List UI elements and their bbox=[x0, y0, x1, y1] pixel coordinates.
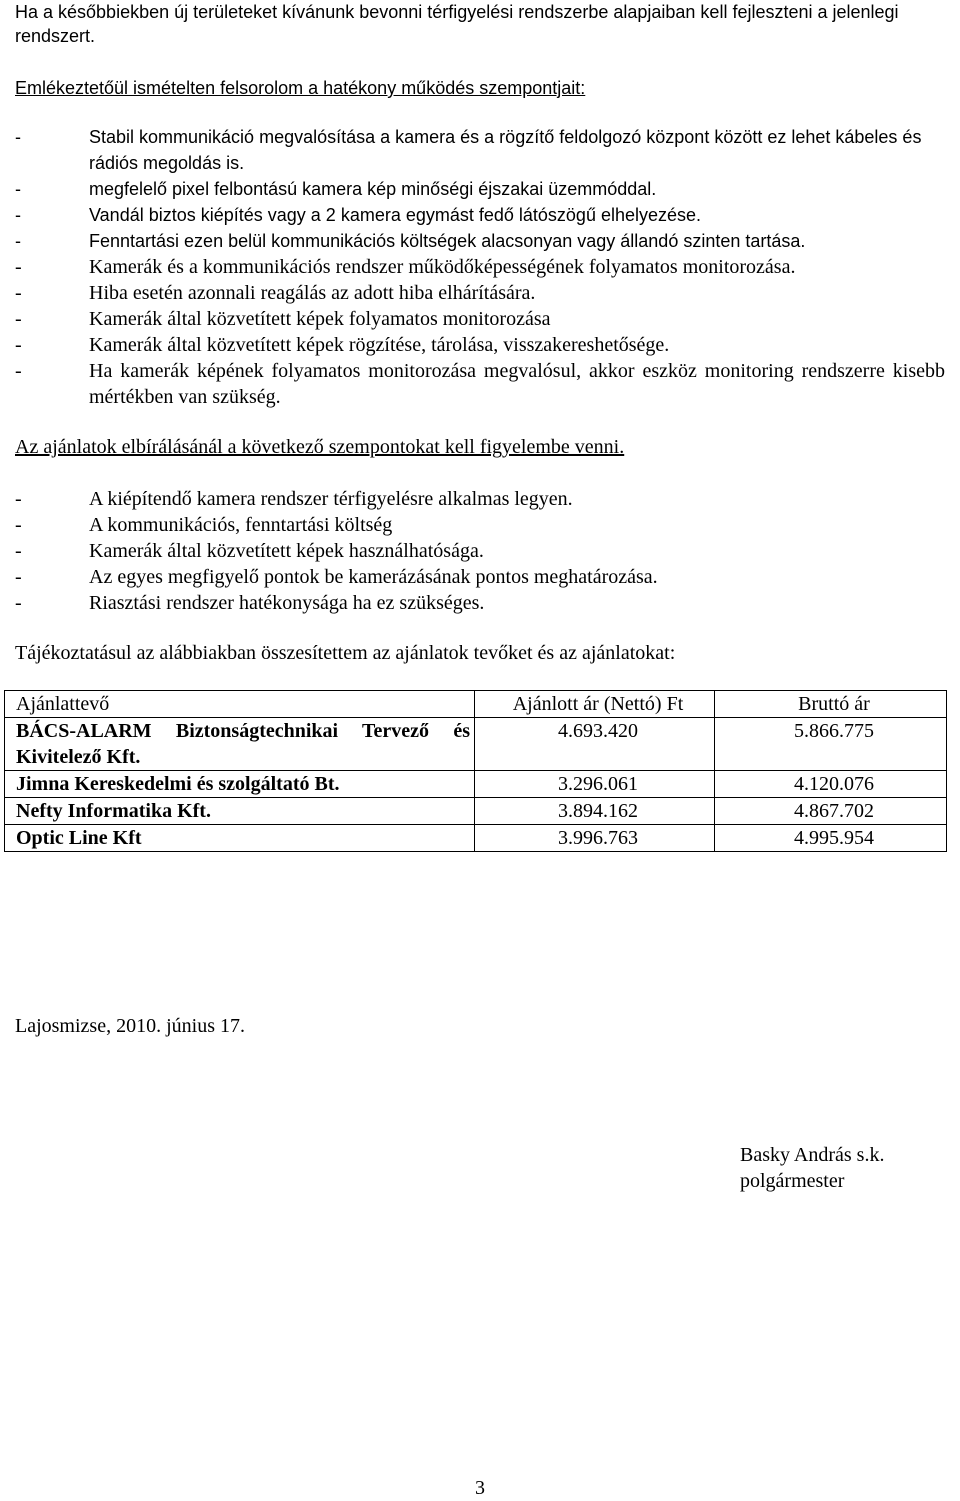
list-item: - Stabil kommunikáció megvalósítása a kamera és a rögzítő feldolgozó központ között ez lehet kábeles és rádiós megoldás is. bbox=[15, 127, 922, 173]
list-item: - A kommunikációs, fenntartási költség bbox=[15, 514, 393, 536]
list-item: - Kamerák által közvetített képek használhatósága. bbox=[15, 540, 484, 562]
table-row bbox=[5, 718, 947, 771]
bidder-name: BÁCS-ALARM Biztonságtechnikai Tervező és Kivitelező Kft. bbox=[5, 718, 475, 771]
net-price: 3.296.061 bbox=[475, 771, 715, 798]
signatory-title: polgármester bbox=[740, 1170, 845, 1192]
list-item: - Fenntartási ezen belül kommunikációs költségek alacsonyan vagy állandó szinten tartása. bbox=[15, 231, 806, 251]
bidder-name: Jimna Kereskedelmi és szolgáltató Bt. bbox=[5, 771, 475, 798]
table-row bbox=[5, 798, 947, 825]
gross-price: 4.867.702 bbox=[715, 798, 947, 825]
header-net-price: Ajánlott ár (Nettó) Ft bbox=[475, 691, 715, 718]
list-item: - Ha kamerák képének folyamatos monitorozása megvalósul, akkor eszköz monitoring rendszerre kisebb mértékben van szükség. bbox=[15, 360, 945, 408]
list-item: - Riasztási rendszer hatékonysága ha ez szükséges. bbox=[15, 592, 485, 614]
list-item: - megfelelő pixel felbontású kamera kép minőségi éjszakai üzemmóddal. bbox=[15, 179, 657, 199]
evaluation-list bbox=[15, 486, 945, 616]
table-row bbox=[5, 825, 947, 852]
offers-table bbox=[4, 690, 947, 852]
net-price: 4.693.420 bbox=[475, 718, 715, 771]
signature-block bbox=[740, 1142, 884, 1194]
list-item: - A kiépítendő kamera rendszer térfigyelésre alkalmas legyen. bbox=[15, 488, 573, 510]
list-item: - Az egyes megfigyelő pontok be kamerázásának pontos meghatározása. bbox=[15, 566, 658, 588]
bidder-name: Optic Line Kft bbox=[5, 825, 475, 852]
intro-paragraph: Ha a későbbiekben új területeket kívánunk bevonni térfigyelési rendszerbe alapjaiban kell fejleszteni a jelenlegi rendszert. bbox=[15, 2, 899, 46]
list-item: - Kamerák által közvetített képek rögzítése, tárolása, visszakereshetősége. bbox=[15, 334, 670, 356]
header-bidder: Ajánlattevő bbox=[5, 691, 475, 718]
list-item: - Kamerák által közvetített képek folyamatos monitorozása bbox=[15, 308, 551, 330]
evaluation-heading: Az ajánlatok elbírálásánál a következő szempontokat kell figyelembe venni. bbox=[15, 436, 625, 458]
criteria-heading: Emlékeztetőül ismételten felsorolom a hatékony működés szempontjait: bbox=[15, 78, 586, 98]
list-item: - Vandál biztos kiépítés vagy a 2 kamera egymást fedő látószögű elhelyezése. bbox=[15, 205, 702, 225]
gross-price: 5.866.775 bbox=[715, 718, 947, 771]
place-date: Lajosmizse, 2010. június 17. bbox=[15, 1015, 245, 1037]
table-row bbox=[5, 771, 947, 798]
net-price: 3.894.162 bbox=[475, 798, 715, 825]
signatory-name: Basky András s.k. bbox=[740, 1144, 885, 1166]
gross-price: 4.995.954 bbox=[715, 825, 947, 852]
document-page bbox=[15, 0, 945, 852]
list-item: - Hiba esetén azonnali reagálás az adott hiba elhárítására. bbox=[15, 282, 536, 304]
gross-price: 4.120.076 bbox=[715, 771, 947, 798]
summary-intro: Tájékoztatásul az alábbiakban összesítettem az ajánlatok tevőket és az ajánlatokat: bbox=[15, 642, 676, 664]
bidder-name: Nefty Informatika Kft. bbox=[5, 798, 475, 825]
table-header-row bbox=[5, 691, 947, 718]
criteria-list bbox=[15, 124, 945, 254]
list-item: - Kamerák és a kommunikációs rendszer működőképességének folyamatos monitorozása. bbox=[15, 256, 796, 278]
page-number: 3 bbox=[475, 1477, 485, 1499]
net-price: 3.996.763 bbox=[475, 825, 715, 852]
header-gross-price: Bruttó ár bbox=[715, 691, 947, 718]
criteria-list-continued bbox=[15, 254, 945, 410]
